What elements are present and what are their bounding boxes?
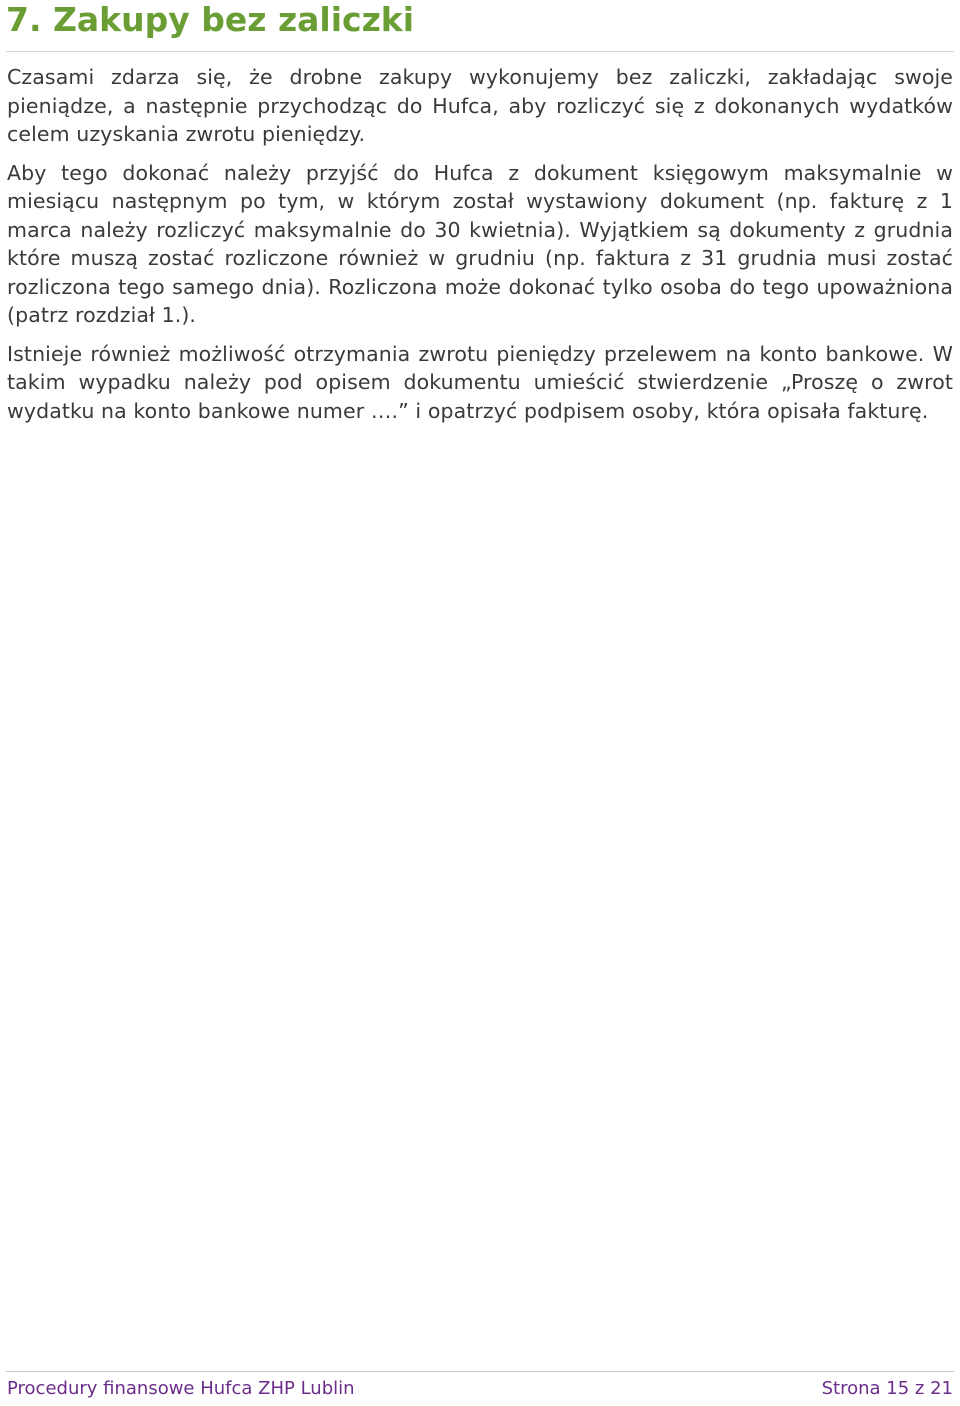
footer-page-number: Strona 15 z 21 <box>821 1378 953 1399</box>
body-content <box>7 63 953 435</box>
paragraph-deadline: Aby tego dokonać należy przyjść do Hufca z dokument księgowym maksymalnie w miesiącu następnym po tym, w którym został wystawiony dokument (np. fakturę z 1 marca należy rozliczyć maksymalnie do 30 kwietnia). Wyjątkiem są dokumenty z grudnia które muszą zostać rozliczone również w grudniu (np. faktura z 31 grudnia musi zostać rozliczona tego samego dnia). Rozliczona może dokonać tylko osoba do tego upoważniona (patrz rozdział 1.). <box>7 160 953 327</box>
paragraph-intro: Czasami zdarza się, że drobne zakupy wykonujemy bez zaliczki, zakładając swoje pieniądze, a następnie przychodząc do Hufca, aby rozliczyć się z dokonanych wydatków celem uzyskania zwrotu pieniędzy. <box>7 65 953 146</box>
footer-document-title: Procedury finansowe Hufca ZHP Lublin <box>7 1378 355 1399</box>
footer-divider <box>6 1371 954 1372</box>
heading-divider <box>6 51 954 52</box>
section-heading: 7. Zakupy bez zaliczki <box>6 0 415 39</box>
paragraph-bank-transfer: Istnieje również możliwość otrzymania zwrotu pieniędzy przelewem na konto bankowe. W takim wypadku należy pod opisem dokumentu umieścić stwierdzenie „Proszę o zwrot wydatku na konto bankowe numer ….” i opatrzyć podpisem osoby, która opisała fakturę. <box>7 341 953 423</box>
